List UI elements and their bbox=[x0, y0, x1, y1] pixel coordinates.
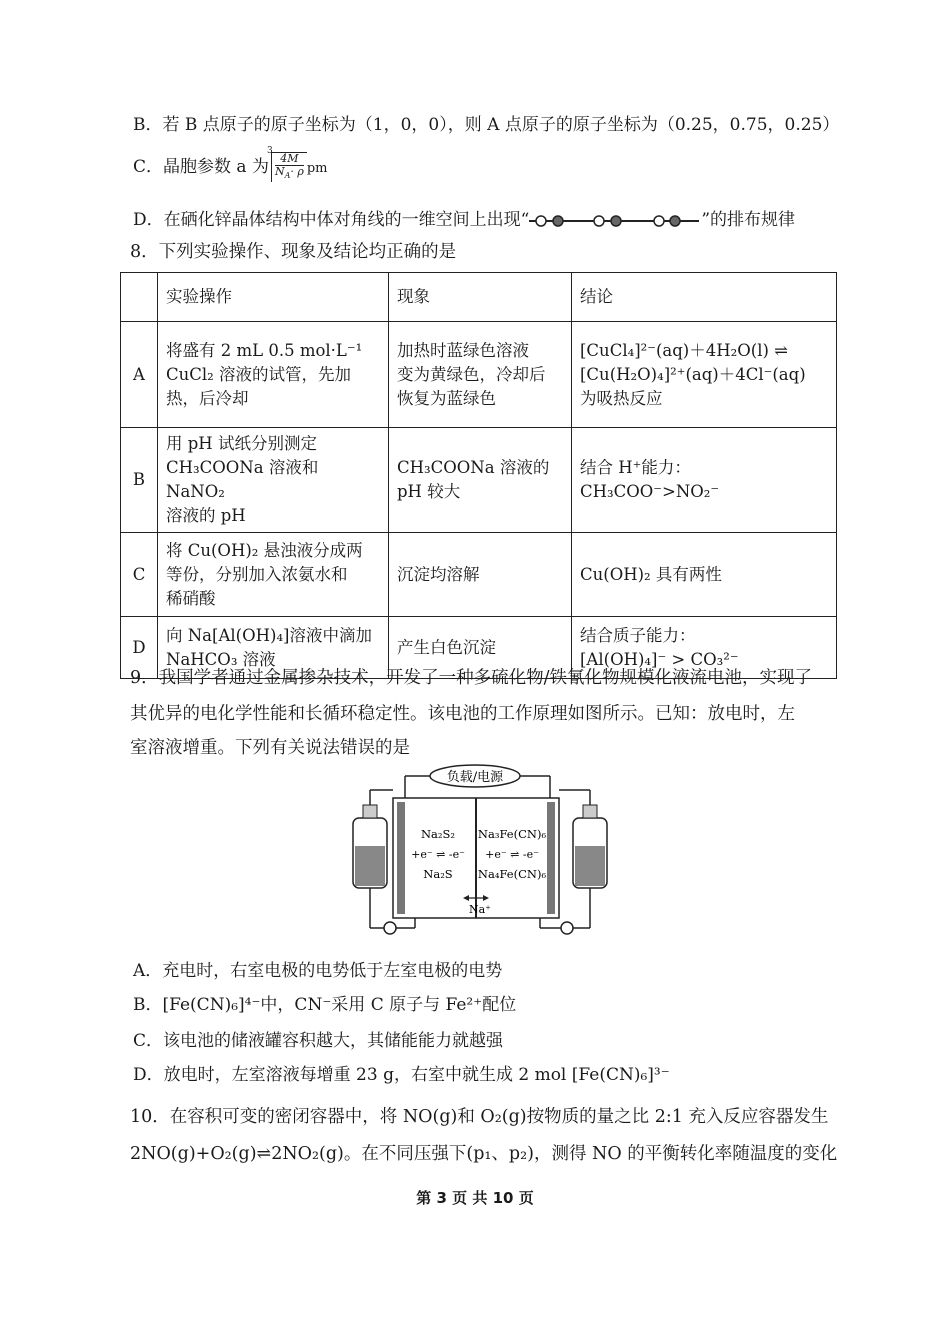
row-label: B bbox=[121, 428, 158, 533]
cell-line: pH 较大 bbox=[397, 482, 461, 501]
right-tank-cap bbox=[583, 805, 597, 818]
right-species-top: Na₃Fe(CN)₆ bbox=[477, 827, 547, 841]
q9-option-c: C．该电池的储液罐容积越大，其储能能力就越强 bbox=[133, 1031, 504, 1051]
right-species-bottom: Na₄Fe(CN)₆ bbox=[477, 867, 547, 881]
row-label: C bbox=[121, 533, 158, 617]
table-row bbox=[121, 322, 837, 428]
right-pump-icon bbox=[561, 922, 573, 934]
cell-line: Cu(OH)₂ 具有两性 bbox=[580, 564, 722, 584]
row-operation bbox=[158, 428, 389, 533]
cell-line: 热，后冷却 bbox=[166, 388, 249, 408]
q9-stem-line1: 9．我国学者通过金属掺杂技术，开发了一种多硫化物/铁氰化物规模化液流电池，实现了 bbox=[130, 668, 813, 688]
flow-battery-diagram bbox=[335, 760, 625, 950]
root-index: 3 bbox=[266, 146, 273, 156]
q8-stem: 8．下列实验操作、现象及结论均正确的是 bbox=[130, 242, 457, 262]
right-electron: +e⁻ ⇌ -e⁻ bbox=[485, 848, 539, 861]
q7-option-d-suffix: ”的排布规律 bbox=[701, 210, 796, 230]
table-header-row bbox=[121, 273, 837, 322]
cell-line: 向 Na[Al(OH)₄]溶液中滴加 bbox=[166, 625, 372, 645]
fraction-numerator: 4M bbox=[275, 153, 304, 166]
q7-option-d bbox=[133, 205, 795, 230]
header-empty bbox=[121, 273, 158, 322]
q9-option-b: B．[Fe(CN)₆]⁴⁻中，CN⁻采用 C 原子与 Fe²⁺配位 bbox=[133, 995, 517, 1015]
experiment-table bbox=[120, 272, 837, 679]
cell-line: CuCl₂ 溶液的试管，先加 bbox=[166, 364, 352, 384]
cell-line: [Cu(H₂O)₄]²⁺(aq)＋4Cl⁻(aq) bbox=[580, 364, 806, 384]
cell-line: CH₃COONa 溶液和 NaNO₂ bbox=[166, 458, 319, 501]
cell-line: [CuCl₄]²⁻(aq)＋4H₂O(l) ⇌ bbox=[580, 340, 788, 360]
q9-stem-line2: 其优异的电化学性能和长循环稳定性。该电池的工作原理如图所示。已知：放电时，左 bbox=[130, 704, 795, 724]
q9-option-d: D．放电时，左室溶液每增重 23 g，右室中就生成 2 mol [Fe(CN)₆]³⁻ bbox=[133, 1065, 670, 1085]
fraction bbox=[275, 153, 304, 182]
atom-chain-icon bbox=[529, 213, 701, 229]
cell-line: 加热时蓝绿色溶液 bbox=[397, 340, 529, 360]
cell-line: 恢复为蓝绿色 bbox=[397, 388, 496, 408]
cell-line: 稀硝酸 bbox=[166, 588, 216, 608]
q10-stem-line1: 10．在容积可变的密闭容器中，将 NO(g)和 O₂(g)按物质的量之比 2:1 充入反应容器发生 bbox=[130, 1107, 829, 1127]
row-phenomenon bbox=[389, 533, 572, 617]
q9-stem-line3: 室溶液增重。下列有关说法错误的是 bbox=[130, 738, 410, 758]
left-tank-cap bbox=[363, 805, 377, 818]
cell-line: 变为黄绿色，冷却后 bbox=[397, 364, 546, 384]
unit: pm bbox=[306, 161, 328, 177]
left-tank-liquid bbox=[355, 846, 385, 886]
q7-option-c-prefix: C．晶胞参数 a 为 bbox=[133, 157, 269, 178]
cell-line: 结合质子能力： bbox=[580, 625, 696, 645]
row-phenomenon bbox=[389, 322, 572, 428]
table-row bbox=[121, 428, 837, 533]
q10-stem-line2: 2NO(g)+O₂(g)⇌2NO₂(g)。在不同压强下(p₁、p₂)，测得 NO 的平衡转化率随温度的变化 bbox=[130, 1144, 838, 1164]
cell-line: 为吸热反应 bbox=[580, 388, 663, 408]
q7-option-d-prefix: D．在硒化锌晶体结构中体对角线的一维空间上出现“ bbox=[133, 210, 530, 230]
row-conclusion bbox=[572, 428, 837, 533]
cell-line: 沉淀均溶解 bbox=[397, 564, 480, 584]
load-label: 负载/电源 bbox=[446, 770, 504, 785]
row-label: D bbox=[121, 617, 158, 679]
den-sub: A bbox=[284, 171, 291, 181]
row-operation bbox=[158, 533, 389, 617]
table-row bbox=[121, 533, 837, 617]
cell-line: 用 pH 试纸分别测定 bbox=[166, 434, 317, 453]
cell-line: 溶液的 pH bbox=[166, 506, 246, 525]
cell-line: 等份，分别加入浓氨水和 bbox=[166, 564, 348, 584]
cell-line: CH₃COONa 溶液的 bbox=[397, 458, 550, 477]
row-conclusion bbox=[572, 533, 837, 617]
row-operation bbox=[158, 322, 389, 428]
left-species-bottom: Na₂S bbox=[423, 867, 453, 881]
header-phenomenon: 现象 bbox=[389, 273, 572, 322]
row-label: A bbox=[121, 322, 158, 428]
left-electron: +e⁻ ⇌ -e⁻ bbox=[411, 848, 465, 861]
ion-label: Na⁺ bbox=[469, 903, 491, 916]
q9-option-a: A．充电时，右室电极的电势低于左室电极的电势 bbox=[133, 961, 503, 981]
header-operation: 实验操作 bbox=[158, 273, 389, 322]
left-species-top: Na₂S₂ bbox=[420, 827, 456, 841]
right-tank-liquid bbox=[575, 846, 605, 886]
row-phenomenon bbox=[389, 428, 572, 533]
cell-line: 将盛有 2 mL 0.5 mol·L⁻¹ bbox=[166, 340, 363, 360]
left-electrode bbox=[397, 802, 405, 914]
left-pump-icon bbox=[384, 922, 396, 934]
cell-line: [Al(OH)₄]⁻ > CO₃²⁻ bbox=[580, 649, 739, 669]
cell-line: 将 Cu(OH)₂ 悬浊液分成两 bbox=[166, 540, 363, 560]
page-footer: 第 3 页 共 10 页 bbox=[416, 1189, 534, 1207]
right-electrode bbox=[547, 802, 555, 914]
cell-line: 产生白色沉淀 bbox=[397, 637, 496, 657]
cell-line: 结合 H⁺能力：CH₃COO⁻>NO₂⁻ bbox=[580, 458, 720, 501]
den-rest: · ρ bbox=[290, 165, 304, 178]
header-conclusion: 结论 bbox=[572, 273, 837, 322]
cell-line: NaHCO₃ 溶液 bbox=[166, 649, 276, 669]
q7-option-b: B．若 B 点原子的原子坐标为（1，0，0），则 A 点原子的原子坐标为（0.25，0.75，0.25） bbox=[133, 115, 840, 135]
den-n: N bbox=[274, 165, 285, 178]
row-conclusion bbox=[572, 322, 837, 428]
q7-option-c bbox=[133, 146, 328, 182]
cube-root bbox=[271, 152, 307, 182]
fraction-denominator bbox=[274, 165, 304, 181]
